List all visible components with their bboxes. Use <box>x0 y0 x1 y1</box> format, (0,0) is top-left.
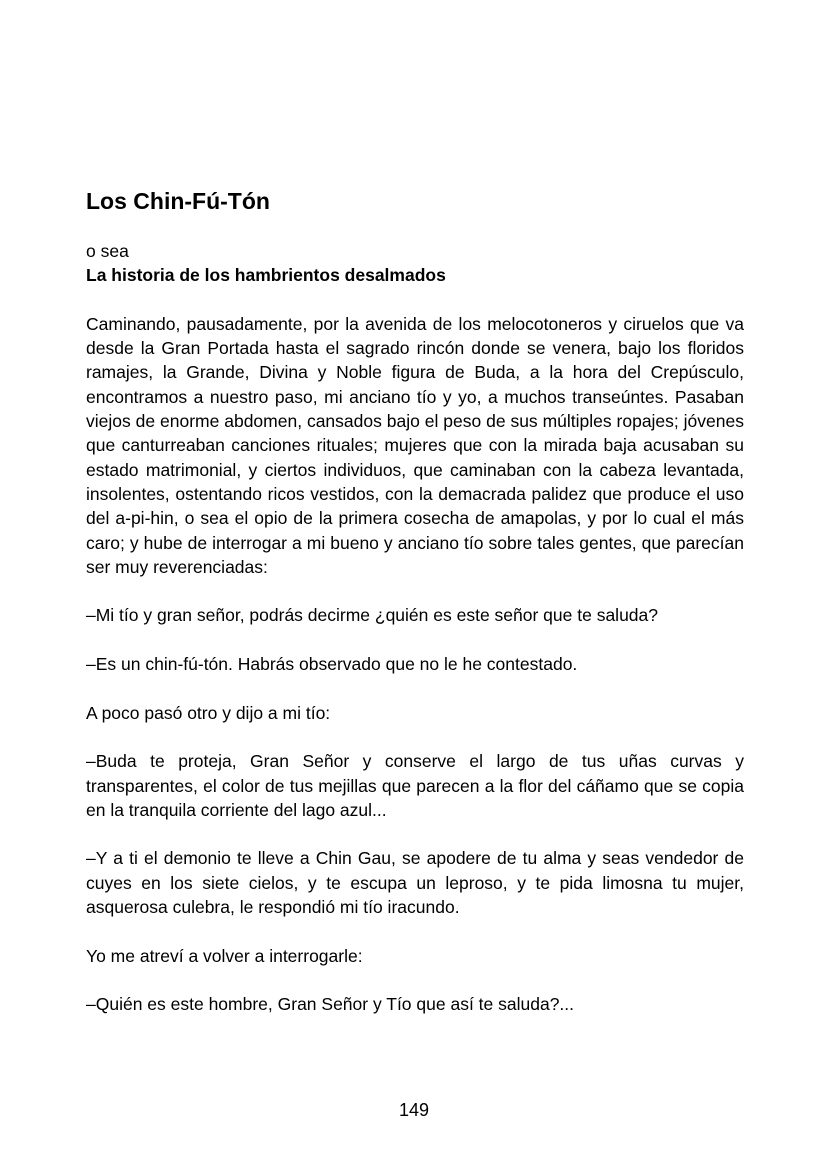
paragraph: A poco pasó otro y dijo a mi tío: <box>86 702 331 723</box>
page-title: Los Chin-Fú-Tón <box>86 188 270 214</box>
text-block <box>86 187 744 1041</box>
paragraph: Yo me atreví a volver a interrogarle: <box>86 945 363 966</box>
subtitle-bold: La historia de los hambrientos desalmados <box>86 265 446 286</box>
paragraph: –Mi tío y gran señor, podrás decirme ¿quién es este señor que te saluda? <box>86 605 658 626</box>
page-number: 149 <box>398 1100 430 1120</box>
paragraph: –Es un chin-fú-tón. Habrás observado que no le he contestado. <box>86 654 578 675</box>
paragraph: –Buda te proteja, Gran Señor y conserve el largo de tus uñas curvas y transparentes, el color de tus mejillas que parecen a la flor del cáñamo que se copia en la tranquila corriente del lago azul... <box>86 751 744 820</box>
paragraph: Caminando, pausadamente, por la avenida de los melocotoneros y ciruelos que va desde la Gran Portada hasta el sagrado rincón donde se venera, bajo los floridos ramajes, la Grande, Divina y Noble figura de Buda, a la hora del Crepúsculo, encontramos a nuestro paso, mi anciano tío y yo, a muchos transeúntes. Pasaban viejos de enorme abdomen, cansados bajo el peso de sus múltiples ropajes; jóvenes que canturreaban canciones rituales; mujeres que con la mirada baja acusaban su estado matrimonial, y ciertos individuos, que caminaban con la cabeza levantada, insolentes, ostentando ricos vestidos, con la demacrada palidez que produce el uso del a-pi-hin, o sea el opio de la primera cosecha de amapolas, y por lo cual el más caro; y hube de interrogar a mi bueno y anciano tío sobre tales gentes, que parecían ser muy reverenciadas: <box>86 313 744 577</box>
paragraph: –Quién es este hombre, Gran Señor y Tío que así te saluda?... <box>86 994 575 1015</box>
subtitle-plain: o sea <box>86 241 129 261</box>
paragraph: –Y a ti el demonio te lleve a Chin Gau, se apodere de tu alma y seas vendedor de cuyes en los siete cielos, y te escupa un leproso, y te pida limosna tu mujer, asquerosa culebra, le respondió mi tío iracundo. <box>86 848 744 918</box>
paragraphs <box>86 312 744 1017</box>
